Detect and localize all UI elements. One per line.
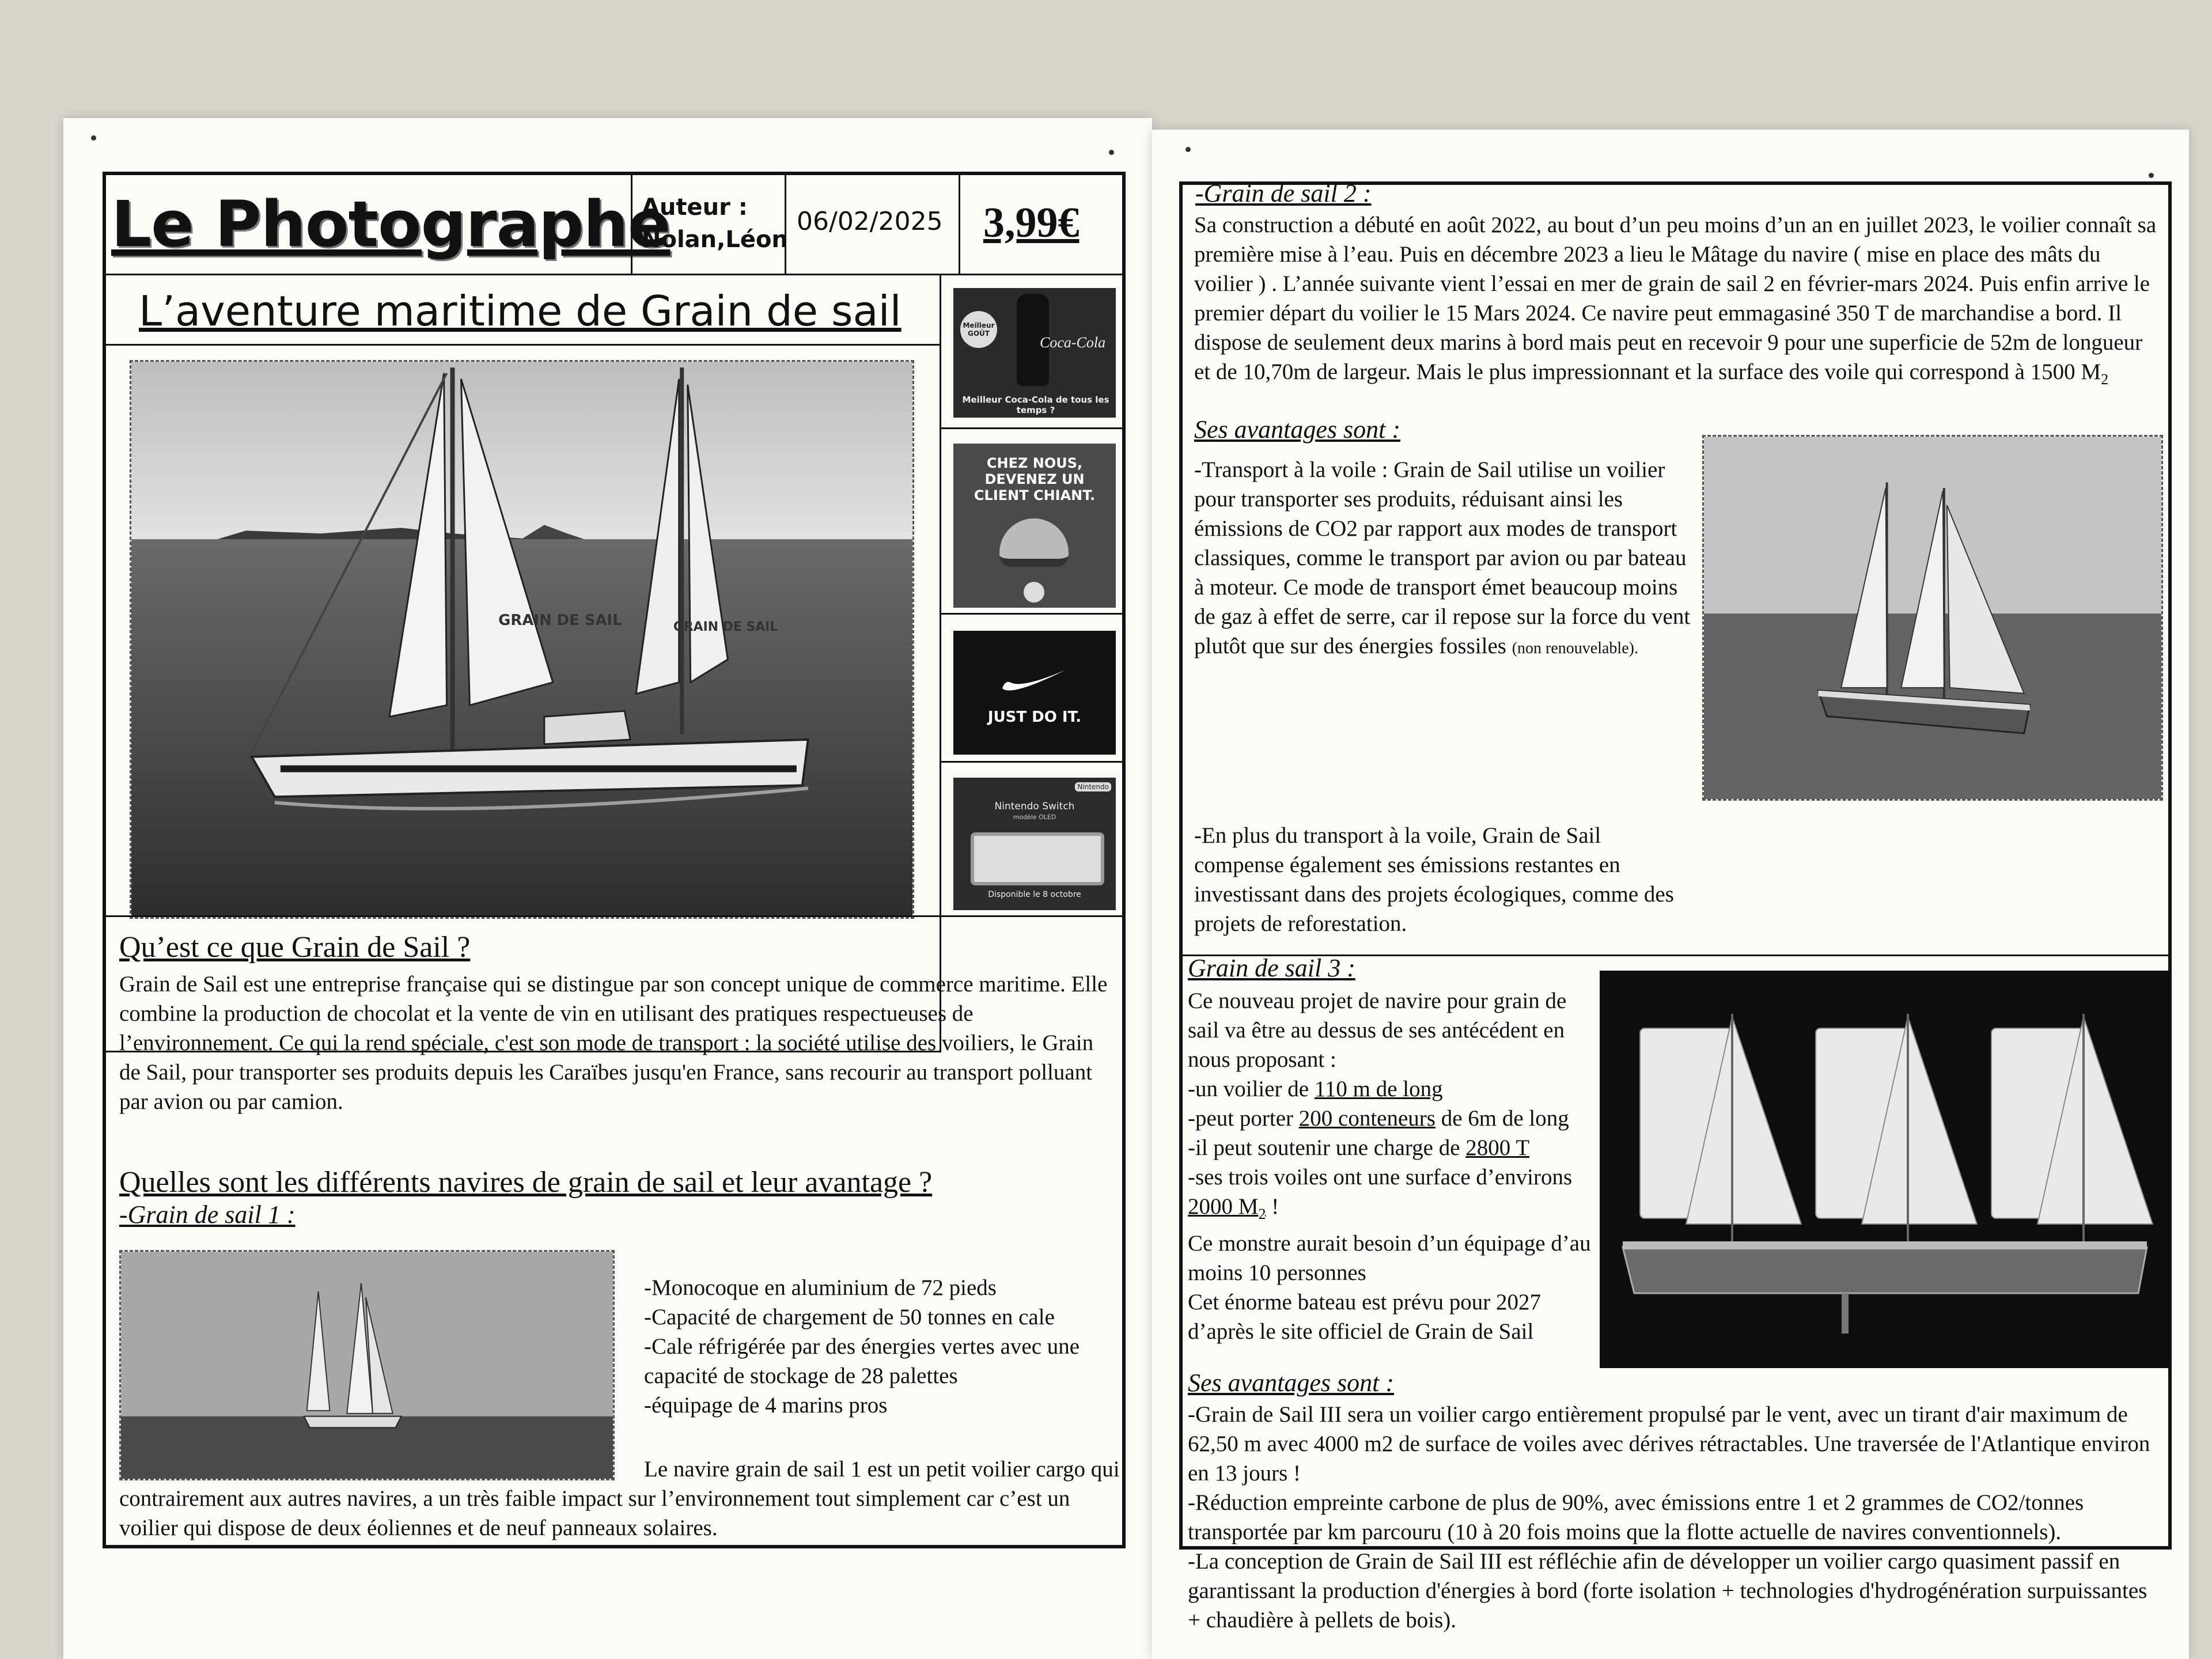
section-title: Quelles sont les différents navires de grain de sail et leur avantage ? (119, 1166, 933, 1199)
sail-logo-text: GRAIN DE SAIL (498, 612, 622, 630)
headline: L’aventure maritime de Grain de sail (139, 287, 902, 335)
feature-item: -Cale réfrigérée par des énergies vertes avec une capacité de stockage de 28 palettes (644, 1334, 1080, 1388)
pin-hole (91, 135, 96, 141)
gs3-advantages-list (1188, 1400, 2161, 1635)
sailboat-icon (1704, 437, 2161, 799)
spec-label: -un voilier de (1188, 1077, 1315, 1101)
ad-title: Nintendo Switch (994, 801, 1075, 812)
price-cell (959, 172, 1126, 275)
gs2-advantage-note: (non renouvelable). (1512, 639, 1638, 657)
gs3-spec-containers (1188, 1104, 1591, 1133)
sailboat-icon (121, 1252, 613, 1479)
section-text: -En plus du transport à la voile, Grain de Sail compense également ses émissions restantes en investissant dans des projets écologiques, comme des projets de reforestation. (1194, 823, 1674, 936)
unit-subscript: 2 (1258, 1205, 1266, 1222)
pin-hole (1109, 150, 1114, 155)
nike-ad (953, 631, 1116, 755)
section-title: Qu’est ce que Grain de Sail ? (119, 931, 471, 964)
spec-label: ! (1266, 1194, 1279, 1219)
burger-king-logo-icon (1024, 582, 1044, 603)
left-newspaper-page (63, 118, 1152, 1659)
advantage-item: -Grain de Sail III sera un voilier cargo entièrement propulsé par le vent, avec un tirant d'air maximum de 62,50 m avec 4000 m2 de surface de voiles avec dérives rétractables. Une traversée de l'Atlantique environ en 13 jours ! (1188, 1402, 2150, 1486)
gs3-crew: Ce monstre aurait besoin d’un équipage d’au moins 10 personnes (1188, 1230, 1591, 1285)
ad-caption: Meilleur Coca-Cola de tous les temps ? (962, 395, 1109, 415)
unit-subscript: 2 (2101, 370, 2109, 388)
burger-king-ad (953, 444, 1116, 608)
gs3-intro: Ce nouveau projet de navire pour grain de sail va être au dessus de ses antécédent en nous proposant : (1188, 988, 1567, 1072)
spec-value: 200 conteneurs (1298, 1106, 1435, 1131)
feature-item: -équipage de 4 marins pros (644, 1393, 888, 1418)
grain-de-sail-2-photo (1702, 435, 2163, 801)
spec-label: -ses trois voiles ont une surface d’environs (1188, 1165, 1573, 1190)
author-label: Auteur : (642, 194, 748, 221)
gs3-date: Cet énorme bateau est prévu pour 2027 d’après le site officiel de Grain de Sail (1188, 1289, 1541, 1344)
gs3-description (1188, 986, 1591, 1346)
section-text (1194, 455, 1695, 663)
issue-date: 06/02/2025 (797, 207, 943, 236)
gs3-spec-sails (1188, 1162, 1591, 1229)
ad-subtitle: modèle OLED (1013, 813, 1056, 821)
advantage-item: -Réduction empreinte carbone de plus de 90%, avec émissions entre 1 et 2 grammes de CO2/tonnes transportée par km parcouru (10 à 20 fois moins que la flotte actuelle de navires conventionnels). (1188, 1490, 2084, 1544)
date-cell (785, 172, 960, 275)
headline-cell (103, 274, 941, 346)
console-icon (971, 832, 1104, 885)
grain-de-sail-3-render (1600, 971, 2170, 1368)
ad-caption: Disponible le 8 octobre (988, 890, 1081, 899)
section-text (1194, 210, 2162, 394)
newspaper-title: Le Photographe (111, 187, 671, 261)
ad-brand: Coca-Cola (1040, 334, 1106, 351)
gs2-text: Sa construction a débuté en août 2022, au bout d’un peu moins d’un an en juillet 2023, le voilier connaît sa première mise à l’eau. Puis en décembre 2023 a lieu le Mâtage du navire ( mise en place des mâts du voilier ) . L’année suivante vient l’essai en mer de grain de sail 2 en février-mars 2024. Puis enfin arrive le premier départ du voilier le 15 Mars 2024. Ce navire peut emmagasiné 350 T de marchandise a bord. Il dispose de seulement deux marins à bord mais peut en recevoir 9 pour une superficie de 52m de longueur et de 10,70m de largeur. Mais le plus impressionnant et la surface des voile qui correspond à 1500 M (1194, 213, 2157, 384)
sailboat-icon (131, 362, 912, 917)
author-name: Nolan,Léon (642, 226, 788, 253)
cargo-ship-icon (1600, 971, 2170, 1368)
coca-cola-ad (953, 288, 1116, 418)
spec-label: de 6m de long (1435, 1106, 1569, 1131)
feature-item: -Monocoque en aluminium de 72 pieds (644, 1275, 997, 1300)
spec-value-text: 2000 M (1188, 1194, 1259, 1219)
main-sailboat-photo (130, 360, 914, 919)
advantage-item: -La conception de Grain de Sail III est réfléchie afin de développer un voilier cargo quasiment passif en garantissant la production d'énergies à bord (forte isolation + technologies d'hydrogénération surpuissantes + chaudière à pellets de bois). (1188, 1549, 2147, 1633)
ad-brand: Nintendo (1075, 782, 1111, 791)
grain-de-sail-1-photo (119, 1250, 615, 1480)
spec-value: 110 m de long (1314, 1077, 1443, 1101)
nintendo-ad (953, 778, 1116, 910)
subsection-title: Ses avantages sont : (1188, 1369, 1395, 1397)
gs3-spec-length (1188, 1074, 1591, 1104)
section-text: Grain de Sail est une entreprise française qui se distingue par son concept unique de commerce maritime. Elle combine la production de chocolat et la vente de vin en utilisant des pratiques respectueuses de l’environnement. Ce qui la rend spéciale, c'est son mode de transport : la société utilise des voiliers, le Grain de Sail, pour transporter ses produits depuis les Caraïbes jusqu'en France, sans recourir au transport polluant par avion ou par camion. (119, 972, 1108, 1114)
masthead-title-cell (103, 172, 671, 275)
gs2-advantage-1: -Transport à la voile : Grain de Sail utilise un voilier pour transporter ses produits, réduisant ainsi les émissions de CO2 par rapport aux modes de transport classiques, comme le transport par avion ou par bateau à moteur. Ce mode de transport émet beaucoup moins de gaz à effet de serre, car il repose sur la force du vent plutôt que sur des énergies fossiles (1194, 457, 1691, 658)
spec-value: 2800 T (1465, 1135, 1530, 1160)
spec-value (1188, 1194, 1266, 1222)
subsection-title: Ses avantages sont : (1194, 415, 1401, 444)
spec-label: -peut porter (1188, 1106, 1299, 1131)
issue-price: 3,99€ (983, 199, 1080, 247)
feature-item: -Capacité de chargement de 50 tonnes en cale (644, 1305, 1055, 1330)
ad-badge: Meilleur GOÛT (963, 321, 995, 338)
pin-hole (2149, 173, 2154, 178)
nike-swoosh-icon (999, 665, 1069, 694)
ad-slogan: JUST DO IT. (987, 709, 1082, 726)
subsection-title: Grain de sail 3 : (1188, 954, 1355, 982)
ad-slogan: CHEZ NOUS, DEVENEZ UN CLIENT CHIANT. (974, 455, 1096, 503)
author-cell (631, 172, 786, 275)
sail-logo-text: GRAIN DE SAIL (673, 620, 778, 635)
pin-hole (1185, 147, 1191, 152)
subsection-title: -Grain de sail 1 : (119, 1200, 296, 1229)
gs1-feature-list (644, 1273, 1122, 1420)
right-newspaper-page (1152, 130, 2189, 1659)
section-text: Le navire grain de sail 1 est un petit voilier cargo qui contrairement aux autres navires, a un très faible impact sur l’environnement tout simplement car c’est un voilier qui dispose de deux éoliennes et de neuf panneaux solaires. (119, 1457, 1120, 1540)
burger-icon (999, 518, 1069, 567)
gs3-spec-load (1188, 1133, 1591, 1162)
subsection-title: -Grain de sail 2 : (1195, 179, 1372, 207)
spec-label: -il peut soutenir une charge de (1188, 1135, 1466, 1160)
